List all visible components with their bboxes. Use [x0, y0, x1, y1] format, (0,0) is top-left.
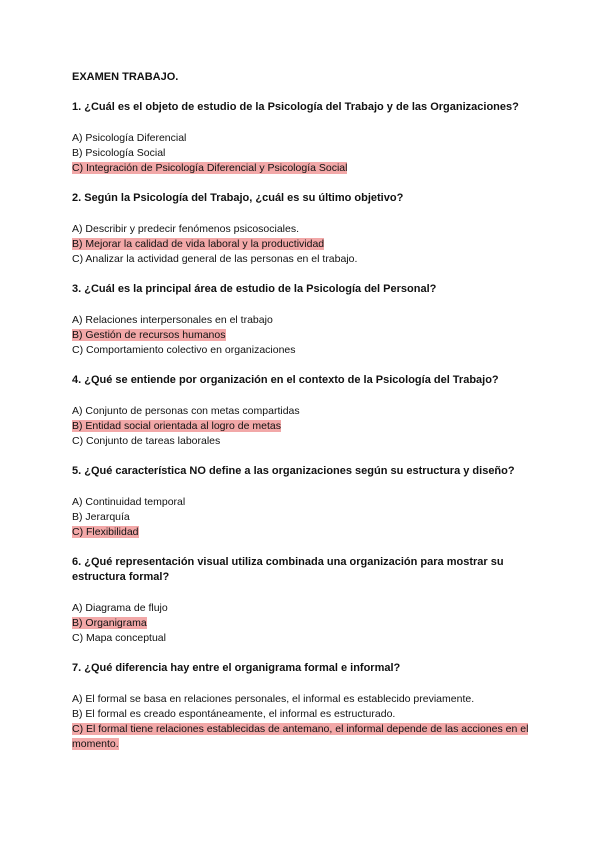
- answer-option: [72, 343, 542, 358]
- question-list: [72, 100, 542, 752]
- answer-option-correct: [72, 616, 542, 631]
- answer-option-text: B) Psicología Social: [72, 147, 166, 159]
- answer-option-text: C) Comportamiento colectivo en organizaciones: [72, 344, 296, 356]
- answer-option-text: C) Integración de Psicología Diferencial y Psicología Social: [72, 162, 348, 174]
- answer-option-correct: [72, 237, 542, 252]
- answer-option: [72, 601, 542, 616]
- answer-option: [72, 313, 542, 328]
- answer-option: [72, 631, 542, 646]
- answer-option-text: B) Gestión de recursos humanos: [72, 329, 226, 341]
- answer-option-text: B) Organigrama: [72, 617, 147, 629]
- answer-option: [72, 495, 542, 510]
- answer-option-text: A) Conjunto de personas con metas compartidas: [72, 405, 300, 417]
- question-text: 2. Según la Psicología del Trabajo, ¿cuál es su último objetivo?: [72, 192, 404, 204]
- answer-option-text: B) Mejorar la calidad de vida laboral y la productividad: [72, 238, 325, 250]
- question-7: [72, 661, 542, 752]
- answer-option-text: C) Flexibilidad: [72, 526, 139, 538]
- question-4: [72, 373, 542, 449]
- answer-option: [72, 252, 542, 267]
- question-text: 7. ¿Qué diferencia hay entre el organigrama formal e informal?: [72, 662, 401, 674]
- answer-option: [72, 131, 542, 146]
- question-text: 5. ¿Qué característica NO define a las organizaciones según su estructura y diseño?: [72, 465, 515, 477]
- answer-option-text: B) Entidad social orientada al logro de metas: [72, 420, 281, 432]
- question-2: [72, 191, 542, 267]
- answer-option-text: C) El formal tiene relaciones establecidas de antemano, el informal depende de las acciones en el momento.: [72, 723, 529, 750]
- answer-option-correct: [72, 328, 542, 343]
- exam-title: EXAMEN TRABAJO.: [72, 71, 179, 83]
- answer-option-text: B) El formal es creado espontáneamente, el informal es estructurado.: [72, 708, 396, 720]
- answer-option-text: A) Continuidad temporal: [72, 496, 186, 508]
- answer-option: [72, 707, 542, 722]
- answer-option-text: B) Jerarquía: [72, 511, 130, 523]
- answer-option: [72, 692, 542, 707]
- answer-option-correct: [72, 525, 542, 540]
- question-5: [72, 464, 542, 540]
- answer-option-text: A) El formal se basa en relaciones personales, el informal es establecido previamente.: [72, 693, 475, 705]
- answer-option-correct: [72, 722, 542, 752]
- question-text: 6. ¿Qué representación visual utiliza combinada una organización para mostrar su estructura formal?: [72, 556, 504, 583]
- question-text: 1. ¿Cuál es el objeto de estudio de la Psicología del Trabajo y de las Organizaciones?: [72, 101, 519, 113]
- answer-option: [72, 404, 542, 419]
- answer-option-correct: [72, 161, 542, 176]
- question-1: [72, 100, 542, 176]
- answer-option-text: C) Conjunto de tareas laborales: [72, 435, 221, 447]
- answer-option: [72, 434, 542, 449]
- question-6: [72, 555, 542, 646]
- answer-option-text: C) Mapa conceptual: [72, 632, 166, 644]
- answer-option-text: A) Describir y predecir fenómenos psicosociales.: [72, 223, 300, 235]
- document-page: [72, 70, 542, 767]
- answer-option-text: A) Diagrama de flujo: [72, 602, 168, 614]
- answer-option: [72, 146, 542, 161]
- answer-option-text: A) Relaciones interpersonales en el trabajo: [72, 314, 273, 326]
- answer-option-text: A) Psicología Diferencial: [72, 132, 187, 144]
- question-text: 4. ¿Qué se entiende por organización en el contexto de la Psicología del Trabajo?: [72, 374, 499, 386]
- answer-option: [72, 510, 542, 525]
- answer-option-text: C) Analizar la actividad general de las personas en el trabajo.: [72, 253, 358, 265]
- answer-option-correct: [72, 419, 542, 434]
- question-3: [72, 282, 542, 358]
- question-text: 3. ¿Cuál es la principal área de estudio de la Psicología del Personal?: [72, 283, 437, 295]
- answer-option: [72, 222, 542, 237]
